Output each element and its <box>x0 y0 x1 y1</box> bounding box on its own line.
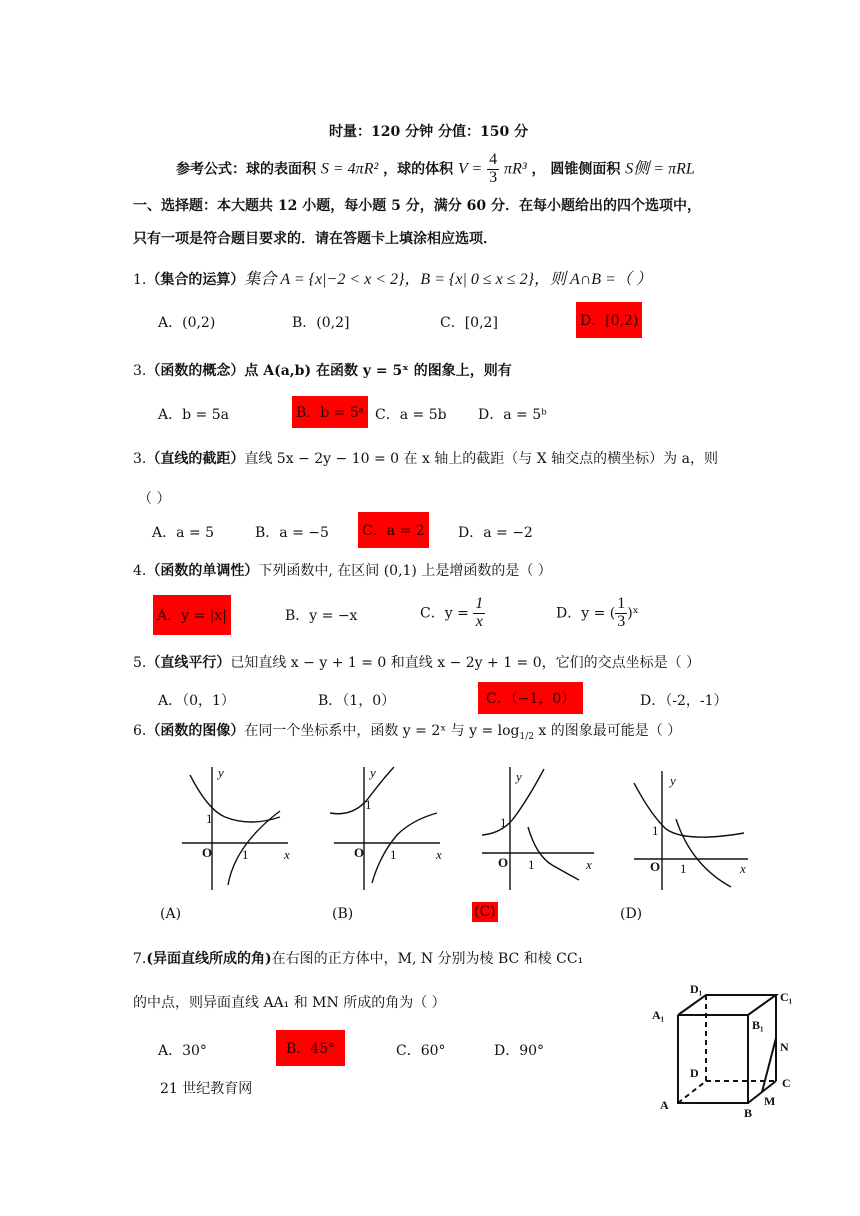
cube-label-n: N <box>780 1040 789 1054</box>
graph-a-origin: O <box>202 845 213 860</box>
reference-formula <box>176 152 695 187</box>
question-text: 点 A(a,b) 在函数 y = 5ˣ 的图象上，则有 <box>244 363 512 379</box>
q4-option-d[interactable]: D．y = ( $\frac{1}{3}$ )ˣ <box>556 595 639 630</box>
q4-option-a-answer[interactable]: A．y = |x| <box>153 595 231 635</box>
q2-option-c[interactable]: C．a = 5b <box>375 407 447 423</box>
q2-option-a[interactable]: A．b = 5a <box>158 407 229 423</box>
formula-cone: S侧 = πRL <box>625 160 695 178</box>
cube-label-c1: C₁ <box>780 990 793 1004</box>
cube-label-b1: B₁ <box>752 1018 764 1032</box>
graph-c-one-x: 1 <box>528 857 535 872</box>
graph-label-c-answer[interactable]: (C) <box>474 904 496 920</box>
graph-b-origin: O <box>354 845 365 860</box>
graph-label-d[interactable]: (D) <box>620 906 643 922</box>
q7-option-c[interactable]: C．60° <box>396 1043 446 1059</box>
cube-label-d: D <box>690 1066 699 1080</box>
graph-b <box>330 767 440 890</box>
q4-option-c[interactable]: C．y = $\frac{1}{x}$ <box>420 595 484 630</box>
cube-label-c: C <box>782 1076 791 1090</box>
formula-surface: S = 4πR² <box>320 160 379 178</box>
q1-option-b[interactable]: B．(0,2] <box>292 315 350 331</box>
cube-label-a: A <box>660 1098 669 1112</box>
graph-a-x-label: x <box>284 847 290 862</box>
graph-d-origin: O <box>650 859 661 874</box>
q3-option-d[interactable]: D．a = −2 <box>458 525 533 541</box>
cube-label-a1: A₁ <box>652 1008 665 1022</box>
function-graphs <box>170 755 770 895</box>
graph-a-one-y: 1 <box>206 811 213 826</box>
cube-label-m: M <box>764 1094 776 1108</box>
graph-b-one-x: 1 <box>390 847 397 862</box>
question-6: 6.（函数的图像）在同一个坐标系中，函数 y = 2ˣ 与 $y = \log_{1/2} x$ 的图象最可能是（ ） <box>133 723 682 742</box>
q3-option-b[interactable]: B．a = −5 <box>255 525 329 541</box>
graph-c <box>482 767 594 890</box>
cube-label-d1: D₁ <box>690 985 703 996</box>
q1-option-a[interactable]: A．(0,2) <box>158 315 216 331</box>
section-line-2: 只有一项是符合题目要求的．请在答题卡上填涂相应选项． <box>133 231 497 247</box>
formula-volume-lhs: V = <box>458 160 483 178</box>
question-4: 4.（函数的单调性）下列函数中, 在区间 (0,1) 上是增函数的是（ ） <box>133 563 552 579</box>
question-1: 1.（集合的运算）集合 A = {x|−2 < x < 2}，B = {x| 0 ≤ x ≤ 2}，则 A∩B =（ ） <box>133 271 652 288</box>
graph-a-y-label: y <box>218 765 224 780</box>
graph-a <box>182 767 288 890</box>
section-line-1: 一、选择题：本大题共 12 小题，每小题 5 分，满分 60 分．在每小题给出的四个选项中， <box>133 198 701 214</box>
formula-volume-fraction: $\frac{4}{3}$ <box>489 151 498 186</box>
footer-watermark: 21 世纪教育网 <box>160 1081 253 1097</box>
q7-option-b-answer[interactable]: B．45° <box>276 1030 345 1066</box>
cube-label-b: B <box>744 1106 753 1120</box>
graph-a-one-x: 1 <box>242 847 249 862</box>
graph-c-origin: O <box>498 855 509 870</box>
q7-option-a[interactable]: A．30° <box>158 1043 207 1059</box>
q1-option-c[interactable]: C．[0,2] <box>440 315 498 331</box>
graph-b-one-y: 1 <box>365 797 372 812</box>
graph-d-one-x: 1 <box>680 861 687 876</box>
q3-option-a[interactable]: A．a = 5 <box>152 525 214 541</box>
q5-option-c-answer[interactable]: C．（−1，0） <box>478 682 583 714</box>
question-text: 已知直线 x − y + 1 = 0 和直线 x − 2y + 1 = 0，它们的交点坐标是（ ） <box>230 655 701 671</box>
q5-option-a[interactable]: A．（0，1） <box>158 693 235 709</box>
formula-volume-rhs: πR³ <box>504 160 527 178</box>
q5-option-d[interactable]: D．（-2，-1） <box>640 693 728 709</box>
question-2: 3.（函数的概念）点 A(a,b) 在函数 y = 5ˣ 的图象上，则有 <box>133 363 512 379</box>
question-3: 3.（直线的截距）直线 5x − 2y − 10 = 0 在 x 轴上的截距（与 X 轴交点的横坐标）为 a，则 <box>133 451 718 467</box>
question-text: 集合 A = {x|−2 < x < 2}，B = {x| 0 ≤ x ≤ 2}，则 A∩B =（ ） <box>244 271 652 288</box>
question-topic: （集合的运算） <box>146 272 245 288</box>
graph-d-x-label: x <box>740 861 746 876</box>
graph-d-one-y: 1 <box>652 823 659 838</box>
question-text: 直线 5x − 2y − 10 = 0 在 x 轴上的截距（与 X 轴交点的横坐标）为 a，则 <box>244 451 718 467</box>
q5-option-b[interactable]: B．（1，0） <box>318 693 396 709</box>
graph-label-b[interactable]: (B) <box>332 906 354 922</box>
question-5: 5.（直线平行）已知直线 x − y + 1 = 0 和直线 x − 2y + 1 = 0，它们的交点坐标是（ ） <box>133 655 701 671</box>
q4-option-b[interactable]: B．y = −x <box>285 608 358 624</box>
q3-answer-blank: （ ） <box>138 491 171 507</box>
formula-mid: ，球的体积 <box>383 161 454 178</box>
q7-option-d[interactable]: D．90° <box>494 1043 545 1059</box>
question-7: 7.(异面直线所成的角)在右图的正方体中，M, N 分别为棱 BC 和棱 CC₁ <box>133 951 584 967</box>
time-score: 时量：120 分钟 分值：150 分 <box>329 124 529 140</box>
graph-b-y-label: y <box>370 765 376 780</box>
question-7-line-2: 的中点，则异面直线 AA₁ 和 MN 所成的角为（ ） <box>133 995 446 1011</box>
question-text: 在同一个坐标系中，函数 y = 2ˣ 与 y = log <box>244 723 520 739</box>
formula-prefix: 参考公式：球的表面积 <box>176 161 316 178</box>
graph-label-a[interactable]: (A) <box>160 906 182 922</box>
q2-option-d[interactable]: D．a = 5ᵇ <box>478 407 547 423</box>
q1-option-d-answer[interactable]: D．[0,2) <box>576 302 642 338</box>
graph-c-x-label: x <box>586 857 592 872</box>
formula-cone-label: ， 圆锥侧面积 <box>531 161 621 178</box>
q2-option-b-answer[interactable]: B．b = 5ᵃ <box>292 396 368 428</box>
graph-d-y-label: y <box>670 773 676 788</box>
question-text: 在右图的正方体中，M, N 分别为棱 BC 和棱 CC₁ <box>271 951 584 967</box>
graph-c-one-y: 1 <box>500 815 507 830</box>
cube-diagram <box>640 985 820 1120</box>
question-text: 下列函数中, 在区间 (0,1) 上是增函数的是（ ） <box>258 563 552 579</box>
q3-option-c-answer[interactable]: C．a = 2 <box>358 512 429 548</box>
graph-b-x-label: x <box>436 847 442 862</box>
graph-c-y-label: y <box>516 769 522 784</box>
